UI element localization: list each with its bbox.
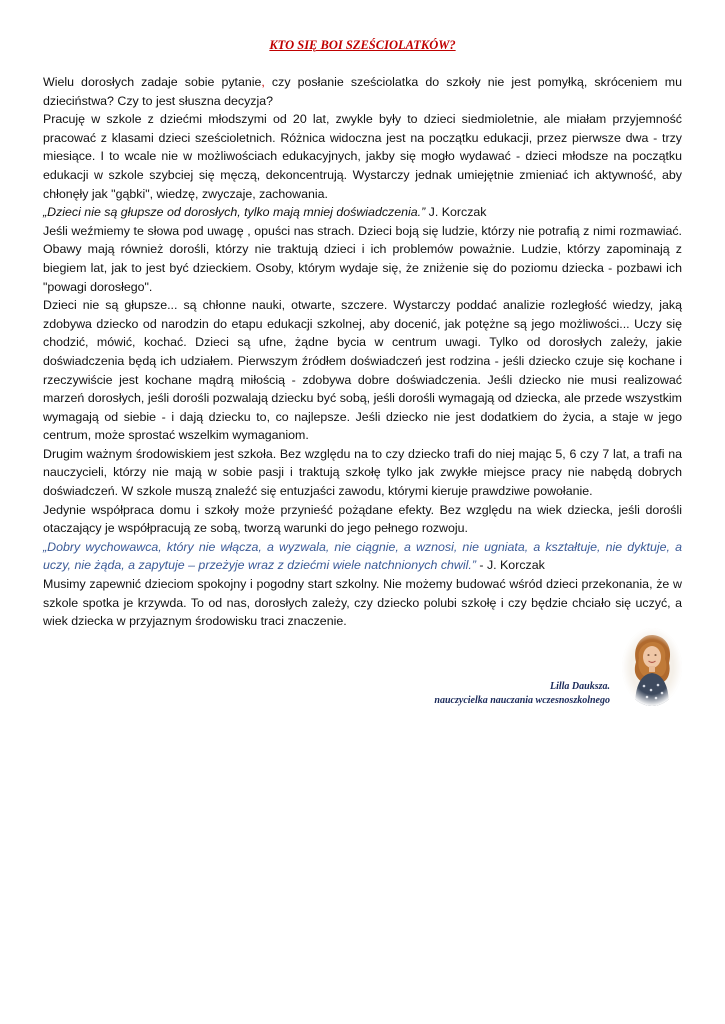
article-body <box>43 73 682 631</box>
quote-text-2: „Dobry wychowawca, który nie włącza, a wyzwala, nie ciągnie, a wznosi, nie ugniata, a kształtuje, nie dyktuje, a uczy, nie żąda, a zapytuje – przeżyje wraz z dziećmi wiele natchnionych chwil.” <box>43 539 682 573</box>
intro-text-a: Wielu dorosłych zadaje sobie pytanie <box>43 75 262 89</box>
paragraph-fear: Jeśli weźmiemy te słowa pod uwagę , opuści nas strach. Dzieci boją się ludzie, którzy nie potrafią z nimi rozmawiać. Obawy mają również dorośli, którzy nie traktują dzieci i ich problemów poważnie. Ludzie, którzy zapominają z biegiem lat, jak to jest być dzieckiem. Osoby, którym wydaje się, że zniżenie się do poziomu dziecka - pozbawi ich "powagi dorosłego". <box>43 223 682 294</box>
quote-author-2: - J. Korczak <box>475 558 545 573</box>
intro-red-comma: , <box>261 75 265 89</box>
author-role: nauczycielka nauczania wczesnoszkolnego <box>434 695 610 706</box>
document-page <box>43 38 682 631</box>
paragraph-children: Dzieci nie są głupsze... są chłonne nauki, otwarte, szczere. Wystarczy poddać analizie rozległość wiedzy, jaką zdobywa dziecko od narodzin do etapu edukacji szkolnej, aby docenić, jak potężne są jego możliwości... Uczy się chodzić, mówić, kochać. Dzieci są ufne, żądne bycia w centrum uwagi. Tylko od dorosłych zależy, jakie doświadczenia będą ich udziałem. Pierwszym źródłem doświadczeń jest rodzina - jeśli dziecko czuje się kochane i rzeczywiście jest kochane mądrą miłością - zdobywa dobre doświadczenia. Jeśli dziecko nie musi realizować marzeń dorosłych, jeśli dorośli pozwalają dziecku być sobą, jeśli dorośli wymagają od dziecka, ale przede wszystkim wymagają od siebie - i dają dziecku to, co najlepsze. Jeśli dziecko nie jest dodatkiem do życia, a staje w jego centrum, może sprostać wszelkim wymaganiom. <box>43 298 682 443</box>
paragraph-intro <box>43 73 682 110</box>
page-title: KTO SIĘ BOI SZEŚCIOLATKÓW? <box>269 38 456 52</box>
quote-author-1: J. Korczak <box>425 205 487 220</box>
paragraph-cooperation: Jedynie współpraca domu i szkoły może przynieść pożądane efekty. Bez względu na wiek dziecka, jeśli dorośli otaczający je współpracują ze sobą, tworzą warunki do jego pełnego rozwoju. <box>43 502 682 536</box>
paragraph-conclusion: Musimy zapewnić dzieciom spokojny i pogodny start szkolny. Nie możemy budować wśród dzieci przekonania, że w szkole spotka je krzywda. To od nas, dorosłych zależy, czy dziecko polubi szkołę i czy będzie chciało się uczyć, a wiek dziecka w przyjaznym środowisku traci znaczenie. <box>43 577 682 629</box>
intro-text-b: czy posłanie sześciolatka do szkoły nie jest pomyłką, skróceniem mu dzieciństwa? Czy to jest słuszna decyzja? <box>43 75 683 108</box>
author-portrait-image <box>622 628 682 706</box>
paragraph-experience: Pracuję w szkole z dziećmi młodszymi od 20 lat, zwykle były to dzieci siedmioletnie, ale miałam przyjemność pracować z klasami dzieci sześcioletnich. Różnica widoczna jest na początku edukacji, przez pierwsze dwa - trzy miesiące. I to wcale nie w możliwościach edukacyjnych, jakby się mogło wydawać - dzieci młodsze na początku edukacji w szkole szybciej się męczą, dekoncentrują. Wystarczy jednak umiejętnie zmieniać ich aktywność, aby chłonęły jak "gąbki", wiedzę, zwyczaje, zachowania. <box>43 112 682 201</box>
quote-korczak-2 <box>43 538 682 575</box>
author-photo <box>622 628 682 706</box>
paragraph-school: Drugim ważnym środowiskiem jest szkoła. Bez względu na to czy dziecko trafi do niej mając 5, 6 czy 7 lat, a trafi na nauczycieli, którzy nie mają w sobie pasji i traktują szkołę tylko jak zwykłe miejsce pracy nie nabędą dobrych doświadczeń. W szkole muszą znaleźć się entuzjaści zawodu, którymi kieruje prawdziwe powołanie. <box>43 446 682 499</box>
author-name: Lilla Dauksza. <box>549 681 610 692</box>
quote-text-1: „Dzieci nie są głupsze od dorosłych, tylko mają mniej doświadczenia.” <box>43 205 426 220</box>
author-signature <box>395 680 610 708</box>
quote-korczak-1 <box>43 203 682 222</box>
